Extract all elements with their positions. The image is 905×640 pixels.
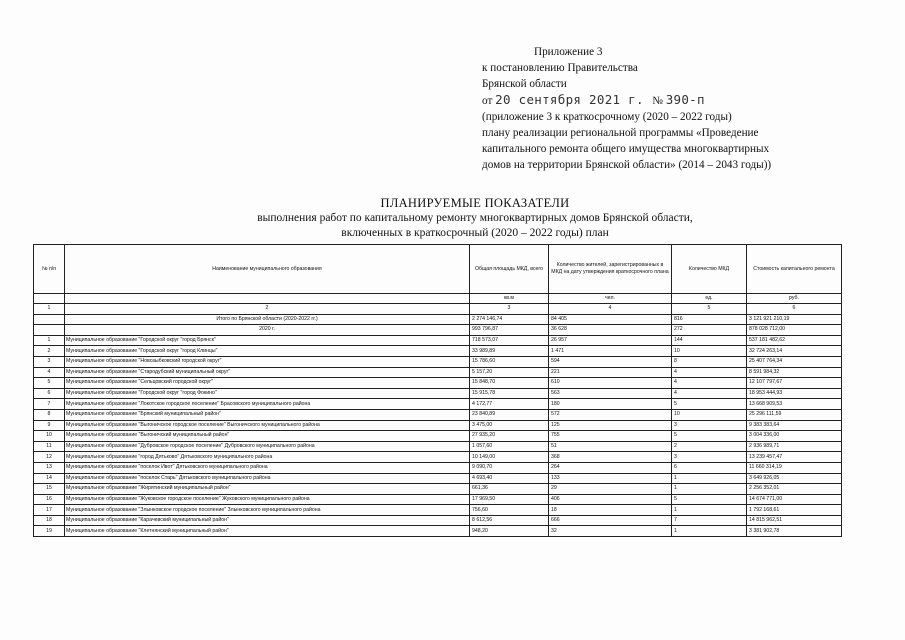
table-cell: 610 (549, 378, 672, 389)
table-row (34, 335, 842, 346)
table-cell: Муниципальное образование "Карачевский муниципальный район" (65, 515, 470, 526)
table-cell: 12 107 797,67 (747, 378, 842, 389)
document-header (482, 44, 892, 173)
table-cell: 17 969,50 (470, 494, 549, 505)
table-cell: 19 (34, 526, 65, 537)
table-cell: Муниципальное образование "Городской округ "город Клинцы" (65, 346, 470, 357)
table-row (34, 484, 842, 495)
from-prefix: от (482, 95, 493, 107)
table-cell: Муниципальное образование "Городской округ "город Фокино" (65, 388, 470, 399)
table-cell: 4 172,77 (470, 399, 549, 410)
table-cell: 4 (672, 388, 747, 399)
table-cell: 1 057,60 (470, 441, 549, 452)
table-cell: 537 181 482,62 (747, 335, 842, 346)
header-cell: Количество МКД (672, 245, 747, 294)
table-cell: 33 989,89 (470, 346, 549, 357)
table-cell: 6 (34, 388, 65, 399)
unit-cell: кв.м (470, 294, 549, 304)
col-number-cell: 2 (65, 304, 470, 315)
date-line (482, 92, 892, 109)
document-title (150, 196, 800, 241)
table-cell: 15 (34, 484, 65, 495)
table-cell: 2 256 352,01 (747, 484, 842, 495)
table-row (34, 399, 842, 410)
col-number-cell: 5 (672, 304, 747, 315)
table-cell: 14 (34, 473, 65, 484)
header-line5: (приложение 3 к краткосрочному (2020 – 2022 годы) (482, 111, 732, 123)
table-cell: 9 (34, 420, 65, 431)
table-cell: Муниципальное образование "Стародубский муниципальный округ" (65, 367, 470, 378)
header-cell: Стоимость капитального ремонта (747, 245, 842, 294)
table-cell: 4 (672, 367, 747, 378)
table-cell: 8 612,56 (470, 515, 549, 526)
table-cell: 15 848,70 (470, 378, 549, 389)
title-sub2: включенных в краткосрочный (2020 – 2022 годы) план (341, 227, 609, 239)
total-row (34, 314, 842, 325)
table-cell: Муниципальное образование "Выгоничский муниципальный район" (65, 431, 470, 442)
table-row (34, 356, 842, 367)
table-cell: Муниципальное образование "Дубровское городское поселение" Дубровского муниципального района (65, 441, 470, 452)
table-cell: Муниципальное образование "Локотское городское поселение" Брасовского муниципального района (65, 399, 470, 410)
unit-cell: ед. (672, 294, 747, 304)
table-row (34, 378, 842, 389)
year-cell: 36 628 (549, 325, 672, 336)
table-cell: Муниципальное образование "Жирятинский муниципальный район" (65, 484, 470, 495)
table-cell: Муниципальное образование "Городской округ "город Брянск" (65, 335, 470, 346)
unit-cell: чел. (549, 294, 672, 304)
table-cell: Муниципальное образование "Новозыбковский городской округ" (65, 356, 470, 367)
table-cell: 8 (34, 409, 65, 420)
table-cell: 16 (34, 494, 65, 505)
table-cell: 3 381 902,78 (747, 526, 842, 537)
table-cell: 15 915,78 (470, 388, 549, 399)
table-cell: 3 (672, 452, 747, 463)
table-row (34, 515, 842, 526)
table-cell: 1 (672, 505, 747, 516)
table-cell: 1 792 168,61 (747, 505, 842, 516)
unit-cell: руб. (747, 294, 842, 304)
table-cell: 8 (672, 356, 747, 367)
region-label: Брянской области (482, 78, 567, 90)
table-cell: 9 090,70 (470, 462, 549, 473)
col-number-cell: 6 (747, 304, 842, 315)
table-cell: 3 (672, 420, 747, 431)
header-line7: капитального ремонта общего имущества многоквартирных (482, 143, 770, 155)
table-cell: 23 840,89 (470, 409, 549, 420)
table-cell: 264 (549, 462, 672, 473)
column-number-row (34, 304, 842, 315)
unit-cell (65, 294, 470, 304)
table-cell: 661,36 (470, 484, 549, 495)
table-cell: 2 936 989,71 (747, 441, 842, 452)
table-row (34, 526, 842, 537)
table-cell: 2 (672, 441, 747, 452)
table-cell: 7 (672, 515, 747, 526)
table-cell: 9 383 383,64 (747, 420, 842, 431)
table-cell: 3 (34, 356, 65, 367)
table-cell: 6 (672, 462, 747, 473)
table-cell: 718 573,07 (470, 335, 549, 346)
table-cell: Муниципальное образование "поселок Ивот" Дятьковского муниципального района (65, 462, 470, 473)
table-cell: 12 (34, 452, 65, 463)
table-cell: 11 660 314,19 (747, 462, 842, 473)
table-cell: 14 815 962,51 (747, 515, 842, 526)
title-main: ПЛАНИРУЕМЫЕ ПОКАЗАТЕЛИ (380, 196, 570, 210)
table-cell: 1 (672, 473, 747, 484)
table-cell: Муниципальное образование "Жуковское городское поселение" Жуковского муниципального района (65, 494, 470, 505)
table-cell: 133 (549, 473, 672, 484)
table-cell: Муниципальное образование "Клетнянский муниципальный район" (65, 526, 470, 537)
table-cell: 5 157,20 (470, 367, 549, 378)
table-cell: 563 (549, 388, 672, 399)
total-cell (34, 314, 65, 325)
table-cell: 7 (34, 399, 65, 410)
table-cell: 1 (34, 335, 65, 346)
table-cell: 27 935,20 (470, 431, 549, 442)
decree-label: к постановлению Правительства (482, 62, 638, 74)
table-cell: 13 668 909,53 (747, 399, 842, 410)
table-row (34, 388, 842, 399)
table-cell: 10 149,00 (470, 452, 549, 463)
table-cell: 17 (34, 505, 65, 516)
header-cell: Общая площадь МКД, всего (470, 245, 549, 294)
table-cell: 4 (672, 378, 747, 389)
table-cell: 180 (549, 399, 672, 410)
table-row (34, 431, 842, 442)
table-cell: Муниципальное образование "Выгоничское городское поселение" Выгоничского муниципального района (65, 420, 470, 431)
header-cell: № п/п (34, 245, 65, 294)
table-cell: 25 296 111,59 (747, 409, 842, 420)
total-cell: 84 405 (549, 314, 672, 325)
header-line6: плану реализации региональной программы «Проведение (482, 127, 759, 139)
table-cell: 4 (34, 367, 65, 378)
table-cell: 144 (672, 335, 747, 346)
table-cell: 594 (549, 356, 672, 367)
table-cell: Муниципальное образование "Сельцовский городской округ" (65, 378, 470, 389)
table-cell: 10 (672, 346, 747, 357)
total-cell: Итого по Брянской области (2020-2022 гг.) (65, 314, 470, 325)
table-cell: Муниципальное образование "Брянский муниципальный район" (65, 409, 470, 420)
header-line8: домов на территории Брянской области» (2014 – 2043 годы)) (482, 159, 772, 171)
table-cell: 26 957 (549, 335, 672, 346)
table-cell: 51 (549, 441, 672, 452)
table-row (34, 452, 842, 463)
table-cell: 13 239 457,47 (747, 452, 842, 463)
table-row (34, 441, 842, 452)
number-prefix: № (652, 95, 663, 107)
table-row (34, 494, 842, 505)
header-cell: Наименование муниципального образования (65, 245, 470, 294)
table-cell: 10 (672, 409, 747, 420)
handwritten-date: 20 сентября 2021 г. (495, 92, 644, 107)
total-cell: 3 121 921 210,19 (747, 314, 842, 325)
indicators-table (33, 244, 842, 537)
table-cell: 18 (34, 515, 65, 526)
table-cell: 1 471 (549, 346, 672, 357)
table-cell: 1 (672, 526, 747, 537)
table-header-row (34, 245, 842, 294)
table-cell: 666 (549, 515, 672, 526)
table-cell: 368 (549, 452, 672, 463)
table-cell: 13 (34, 462, 65, 473)
handwritten-number: 390-п (665, 92, 705, 107)
year-cell (34, 325, 65, 336)
year-row (34, 325, 842, 336)
table-cell: 18 953 444,93 (747, 388, 842, 399)
table-cell: 756,60 (470, 505, 549, 516)
table-cell: 14 674 771,00 (747, 494, 842, 505)
table-cell: 11 (34, 441, 65, 452)
table-cell: Муниципальное образование "поселок Старь" Дятьковского муниципального района (65, 473, 470, 484)
table-cell: 29 (549, 484, 672, 495)
table-cell: 3 649 926,05 (747, 473, 842, 484)
header-cell: Количество жителей, зарегистрированных в МКД на дату утверждения краткосрочного плана (549, 245, 672, 294)
total-cell: 2 274 146,74 (470, 314, 549, 325)
year-cell: 272 (672, 325, 747, 336)
table-cell: 755 (549, 431, 672, 442)
table-cell: 406 (549, 494, 672, 505)
table-row (34, 462, 842, 473)
title-sub1: выполнения работ по капитальному ремонту многоквартирных домов Брянской области, (257, 212, 693, 224)
table-cell: 18 (549, 505, 672, 516)
table-row (34, 346, 842, 357)
table-cell: 8 591 984,32 (747, 367, 842, 378)
table-row (34, 420, 842, 431)
col-number-cell: 1 (34, 304, 65, 315)
units-row (34, 294, 842, 304)
table-cell: 32 724 263,14 (747, 346, 842, 357)
table-cell: 3 475,00 (470, 420, 549, 431)
table-cell: 25 407 764,34 (747, 356, 842, 367)
table-cell: 5 (34, 378, 65, 389)
table-cell: 948,20 (470, 526, 549, 537)
table-cell: 32 (549, 526, 672, 537)
table-cell: 1 (672, 484, 747, 495)
col-number-cell: 4 (549, 304, 672, 315)
year-cell: 2020 г. (65, 325, 470, 336)
table-cell: 2 (34, 346, 65, 357)
table-cell: 125 (549, 420, 672, 431)
table-cell: 5 (672, 399, 747, 410)
unit-cell (34, 294, 65, 304)
table-row (34, 367, 842, 378)
table-cell: 572 (549, 409, 672, 420)
table-cell: Муниципальное образование "город Дятьково" Дятьковского муниципального района (65, 452, 470, 463)
table-cell: 10 (34, 431, 65, 442)
table-cell: 5 (672, 494, 747, 505)
table-row (34, 505, 842, 516)
table-row (34, 473, 842, 484)
appendix-label: Приложение 3 (534, 46, 603, 58)
year-cell: 993 796,87 (470, 325, 549, 336)
table-cell: 3 004 336,00 (747, 431, 842, 442)
table-cell: Муниципальное образование "Злынковское городское поселение" Злынковского муниципального района (65, 505, 470, 516)
year-cell: 878 028 712,00 (747, 325, 842, 336)
table-cell: 15 786,60 (470, 356, 549, 367)
table-cell: 4 693,40 (470, 473, 549, 484)
table-row (34, 409, 842, 420)
table-cell: 5 (672, 431, 747, 442)
total-cell: 816 (672, 314, 747, 325)
col-number-cell: 3 (470, 304, 549, 315)
table-cell: 221 (549, 367, 672, 378)
